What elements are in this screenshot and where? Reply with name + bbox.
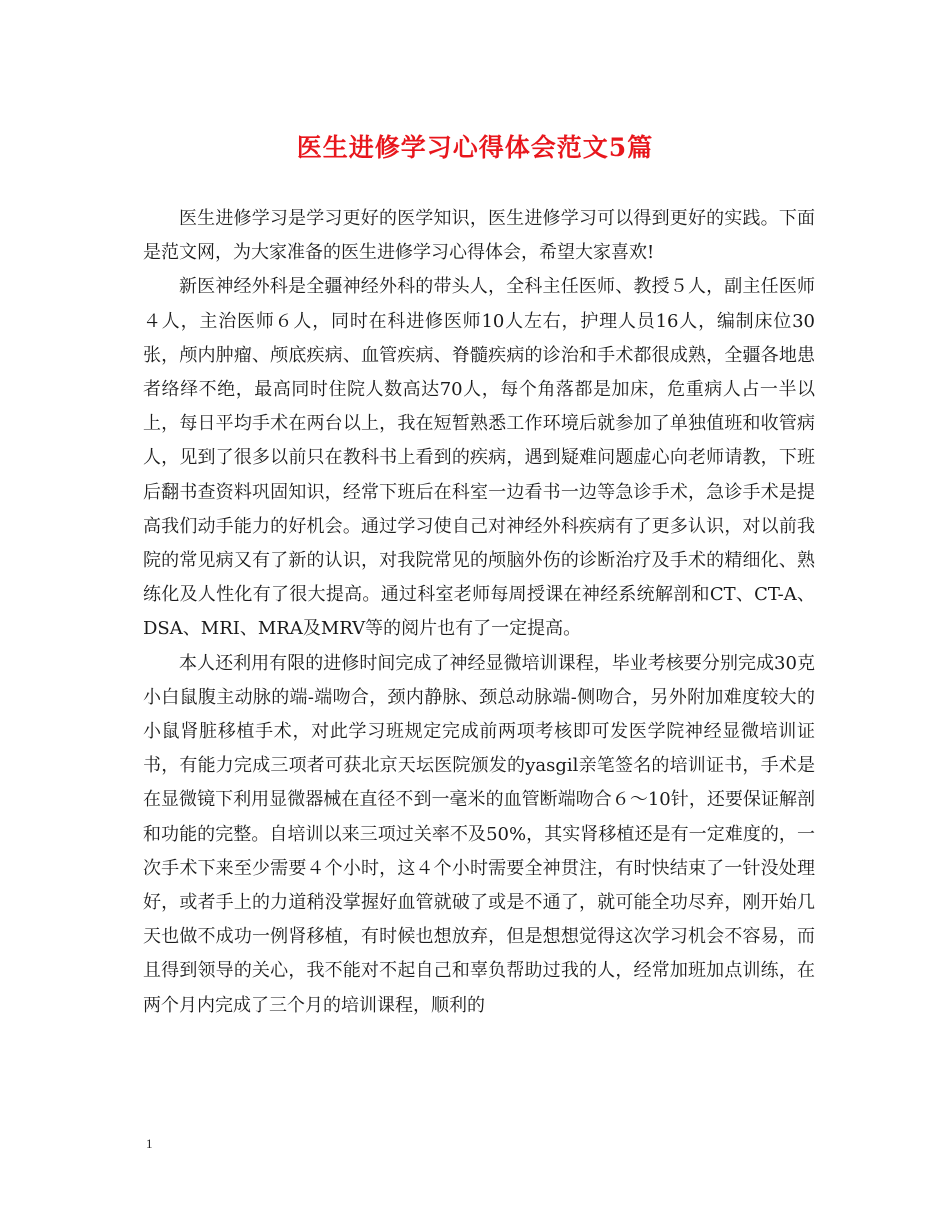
- document-title: 医生进修学习心得体会范文5篇: [296, 133, 654, 162]
- paragraph-intro: 医生进修学习是学习更好的医学知识，医生进修学习可以得到更好的实践。下面是范文网，为大家准备的医生进修学习心得体会，希望大家喜欢!: [143, 208, 815, 264]
- paragraph-microsurgery-training: 本人还利用有限的进修时间完成了神经显微培训课程，毕业考核要分别完成30克小白鼠腹主动脉的端-端吻合，颈内静脉、颈总动脉端-侧吻合，另外附加难度较大的小鼠肾脏移植手术，对此学习班规定完成前两项考核即可发医学院神经显微培训证书，有能力完成三项者可获北京天坛医院颁发的yasgil亲笔签名的培训证书，手术是在显微镜下利用显微器械在直径不到一毫米的血管断端吻合６～10针，还要保证解剖和功能的完整。自培训以来三项过关率不及50%，其实肾移植还是有一定难度的，一次手术下来至少需要４个小时，这４个小时需要全神贯注，有时快结束了一针没处理好，或者手上的力道稍没掌握好血管就破了或是不通了，就可能全功尽弃，刚开始几天也做不成功一例肾移植，有时候也想放弃，但是想想觉得这次学习机会不容易，而且得到领导的关心，我不能对不起自己和辜负帮助过我的人，经常加班加点训练，在两个月内完成了三个月的培训课程，顺利的: [143, 652, 815, 1016]
- paragraph-department: 新医神经外科是全疆神经外科的带头人，全科主任医师、教授５人，副主任医师４人，主治医师６人，同时在科进修医师10人左右，护理人员16人，编制床位30张，颅内肿瘤、颅底疾病、血管疾病、脊髓疾病的诊治和手术都很成熟，全疆各地患者络绎不绝，最高同时住院人数高达70人，每个角落都是加床，危重病人占一半以上，每日平均手术在两台以上，我在短暂熟悉工作环境后就参加了单独值班和收管病人，见到了很多以前只在教科书上看到的疾病，遇到疑难问题虚心向老师请教，下班后翻书查资料巩固知识，经常下班后在科室一边看书一边等急诊手术，急诊手术是提高我们动手能力的好机会。通过学习使自己对神经外科疾病有了更多认识，对以前我院的常见病又有了新的认识，对我院常见的颅脑外伤的诊断治疗及手术的精细化、熟练化及人性化有了很大提高。通过科室老师每周授课在神经系统解剖和CT、CT-A、DSA、MRI、MRA及MRV等的阅片也有了一定提高。: [143, 276, 815, 640]
- document-body: [143, 202, 815, 1023]
- page-number: 1: [146, 1136, 153, 1151]
